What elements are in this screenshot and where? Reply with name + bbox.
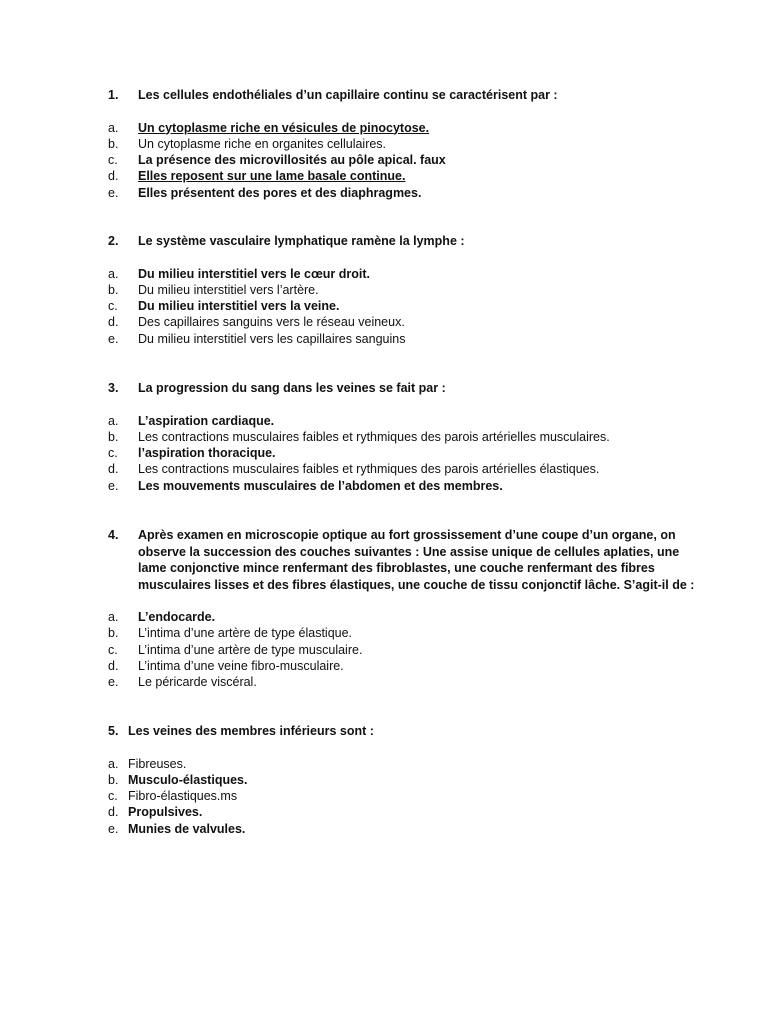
option-text: Propulsives.	[128, 805, 203, 820]
option-list	[108, 266, 708, 347]
option-text: La présence des microvillosités au pôle apical. faux	[138, 153, 446, 168]
option-b	[108, 625, 708, 641]
option-text: Fibro-élastiques.ms	[128, 789, 238, 804]
option-c	[108, 788, 708, 804]
question-4	[108, 527, 708, 690]
question-1	[108, 87, 708, 201]
option-list	[108, 120, 708, 201]
option-letter: a.	[108, 756, 119, 771]
option-letter: a.	[108, 413, 119, 428]
question-stem	[108, 527, 708, 593]
option-text: Du milieu interstitiel vers l’artère.	[138, 282, 319, 297]
option-text: Les contractions musculaires faibles et rythmiques des parois artérielles élastiques.	[138, 462, 600, 477]
option-letter: a.	[108, 266, 119, 281]
option-text: l’aspiration thoracique.	[138, 446, 276, 461]
option-text: Munies de valvules.	[128, 821, 246, 836]
option-letter: d.	[108, 658, 119, 673]
question-stem	[108, 87, 708, 104]
option-text: L’intima d’une artère de type musculaire.	[138, 642, 363, 657]
option-letter: e.	[108, 185, 119, 200]
option-a	[108, 609, 708, 625]
option-d	[108, 804, 708, 820]
option-text: Les contractions musculaires faibles et rythmiques des parois artérielles musculaires.	[138, 429, 610, 444]
option-letter: e.	[108, 821, 119, 836]
option-letter: a.	[108, 610, 119, 624]
question-stem	[108, 233, 708, 250]
option-e	[108, 674, 708, 690]
option-e	[108, 821, 708, 837]
option-letter: c.	[108, 789, 118, 804]
option-text: Du milieu interstitiel vers la veine.	[138, 299, 340, 314]
question-number: 5.	[108, 724, 119, 738]
option-letter: b.	[108, 136, 119, 151]
option-a	[108, 756, 708, 772]
option-text: Elles présentent des pores et des diaphragmes.	[138, 185, 422, 200]
option-list	[108, 413, 708, 494]
option-letter: b.	[108, 429, 119, 444]
option-text: Un cytoplasme riche en vésicules de pinocytose.	[138, 120, 430, 135]
question-text: Les veines des membres inférieurs sont :	[128, 724, 374, 738]
option-d	[108, 168, 708, 184]
option-text: Des capillaires sanguins vers le réseau veineux.	[138, 315, 405, 330]
option-letter: d.	[108, 169, 119, 184]
option-a	[108, 120, 708, 136]
option-letter: e.	[108, 331, 119, 346]
option-text: L’intima d’une artère de type élastique.	[138, 626, 353, 641]
option-a	[108, 413, 708, 429]
option-text: Un cytoplasme riche en organites cellulaires.	[138, 136, 387, 151]
option-text: Du milieu interstitiel vers le cœur droit.	[138, 266, 370, 281]
question-2	[108, 233, 708, 347]
option-c	[108, 445, 708, 461]
question-stem	[108, 723, 708, 740]
option-e	[108, 478, 708, 494]
option-c	[108, 642, 708, 658]
option-letter: c.	[108, 446, 118, 461]
option-c	[108, 298, 708, 314]
option-b	[108, 282, 708, 298]
option-d	[108, 461, 708, 477]
question-text: Les cellules endothéliales d’un capillaire continu se caractérisent par :	[138, 88, 558, 102]
option-d	[108, 314, 708, 330]
option-c	[108, 152, 708, 168]
question-number: 4.	[108, 528, 119, 542]
option-list	[108, 756, 708, 837]
option-text: Musculo-élastiques.	[128, 772, 248, 787]
question-text: La progression du sang dans les veines se fait par :	[138, 381, 446, 395]
option-b	[108, 772, 708, 788]
option-letter: b.	[108, 626, 119, 641]
question-number: 3.	[108, 381, 119, 395]
option-text: Elles reposent sur une lame basale continue.	[138, 169, 406, 184]
option-a	[108, 266, 708, 282]
option-letter: c.	[108, 299, 118, 314]
option-letter: b.	[108, 772, 119, 787]
option-text: L’endocarde.	[138, 610, 216, 624]
option-letter: c.	[108, 153, 118, 168]
question-3	[108, 380, 708, 494]
option-letter: a.	[108, 120, 119, 135]
option-letter: e.	[108, 675, 119, 690]
option-text: Le péricarde viscéral.	[138, 675, 257, 690]
question-text: Après examen en microscopie optique au fort grossissement d’une coupe d’un organe, on observe la succession des couches suivantes : Une assise unique de cellules aplaties, une lame conjonctive mince renfermant des fibroblastes, une couche renfermant des fibres musculaires lisses et des fibres élastiques, une couche de tissu conjonctif lâche. S’agit-il de :	[138, 528, 695, 592]
option-letter: d.	[108, 315, 119, 330]
option-e	[108, 185, 708, 201]
question-number: 2.	[108, 234, 119, 248]
option-e	[108, 331, 708, 347]
question-number: 1.	[108, 88, 119, 102]
option-letter: d.	[108, 805, 119, 820]
option-text: Du milieu interstitiel vers les capillaires sanguins	[138, 331, 406, 346]
question-stem	[108, 380, 708, 397]
option-d	[108, 658, 708, 674]
option-text: L’aspiration cardiaque.	[138, 413, 275, 428]
option-letter: b.	[108, 282, 119, 297]
option-text: L’intima d’une veine fibro-musculaire.	[138, 658, 344, 673]
option-letter: d.	[108, 462, 119, 477]
option-letter: c.	[108, 642, 118, 657]
option-text: Fibreuses.	[128, 756, 187, 771]
option-list	[108, 609, 708, 690]
question-text: Le système vasculaire lymphatique ramène la lymphe :	[138, 234, 465, 248]
option-b	[108, 429, 708, 445]
option-letter: e.	[108, 478, 119, 493]
option-b	[108, 136, 708, 152]
option-text: Les mouvements musculaires de l’abdomen et des membres.	[138, 478, 503, 493]
question-5	[108, 723, 708, 837]
